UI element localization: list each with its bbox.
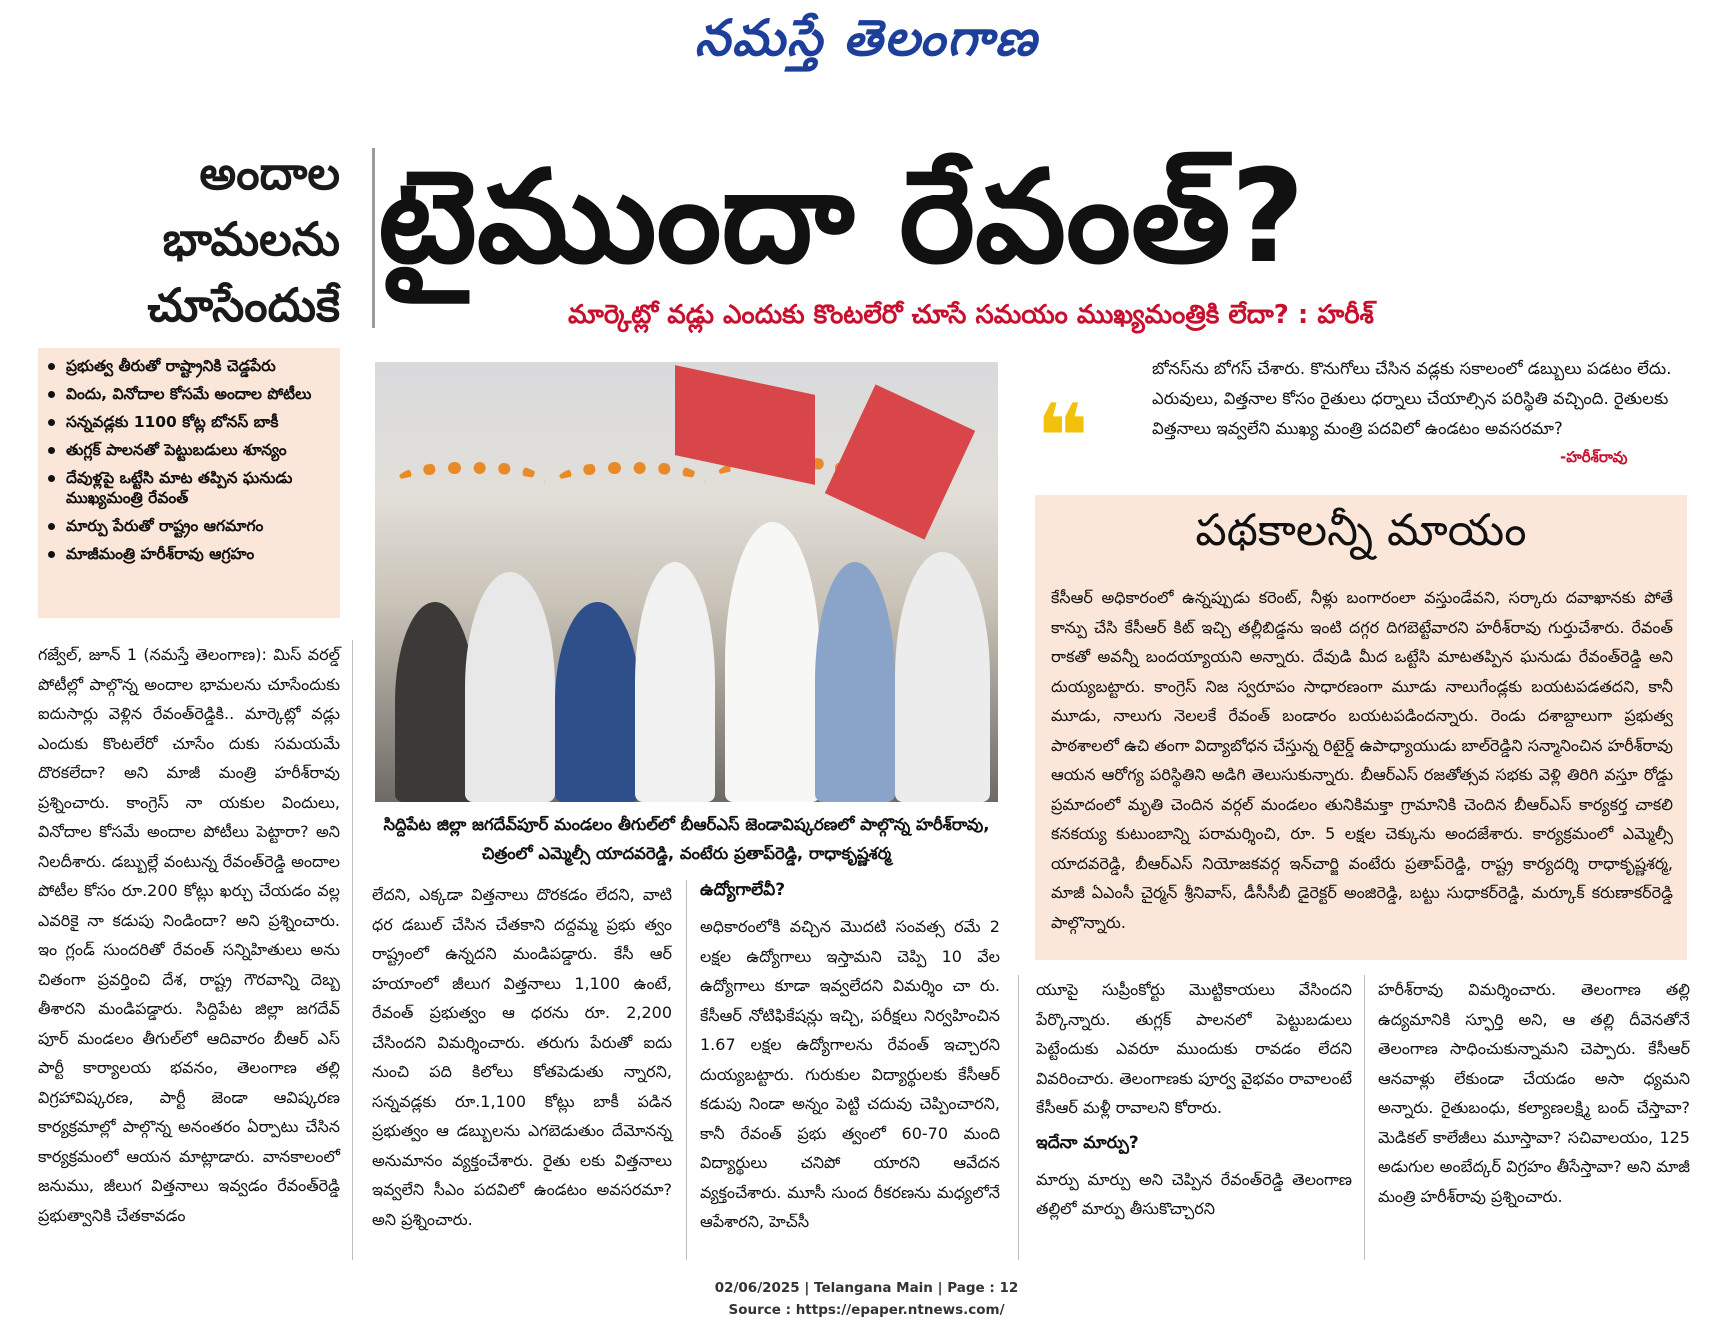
page-footer bbox=[0, 1277, 1733, 1321]
crowd-person bbox=[465, 572, 555, 802]
footer-date-page: 02/06/2025 | Telangana Main | Page : 12 bbox=[714, 1280, 1019, 1296]
column-rule bbox=[1364, 975, 1365, 1260]
article-column-3 bbox=[700, 880, 1000, 1237]
column-rule bbox=[352, 640, 353, 1260]
garland-decoration bbox=[555, 462, 705, 514]
highlight-text: సన్నవడ్లకు 1100 కోట్ల బోనస్ బాకీ bbox=[66, 413, 279, 431]
highlight-item bbox=[48, 544, 332, 564]
highlight-text: మాజీమంత్రి హరీశ్‌రావు ఆగ్రహం bbox=[66, 545, 255, 563]
highlight-item bbox=[48, 384, 332, 404]
party-flag bbox=[675, 365, 815, 485]
photo-caption: సిద్దిపేట జిల్లా జగదేవ్‌పూర్ మండలం తీగుల్‌లో బీఆర్ఎస్ జెండావిష్కరణలో పాల్గొన్న హరీశ్‌రావు, చిత్రంలో ఎమ్మెల్సీ యాదవరెడ్డి, వంటేరు ప్రతాప్‌రెడ్డి, రాధాకృష్ణశర్మ bbox=[383, 815, 990, 863]
subhead-change: ఇదేనా మార్పు? bbox=[1036, 1132, 1139, 1153]
kicker bbox=[40, 140, 340, 338]
highlight-text: విందు, వినోదాల కోసమే అందాల పోటీలు bbox=[66, 385, 312, 403]
deck-subheadline: మార్కెట్లో వడ్లు ఎందుకు కొంటలేరో చూసే సమయం ముఖ్యమంత్రికి లేదా? : హరీశ్ bbox=[568, 300, 1374, 330]
bullet-icon bbox=[48, 363, 55, 370]
article-column-5: హరీశ్‌రావు విమర్శించారు. తెలంగాణ తల్లి ఉద్యమానికి స్ఫూర్తి అని, ఆ తల్లి దీవెనతోనే తెలంగాణ సాధించుకున్నామని చెప్పారు. కేసీఆర్ ఆనవాళ్లు లేకుండా చేయడం అసా ధ్యమని అన్నారు. రైతుబంధు, కల్యాణలక్ష్మి బంద్ చేస్తావా? మెడికల్ కాలేజీలు మూస్తావా? సచివాలయం, 125 అడుగుల అంబేద్కర్ విగ్రహం తీసేస్తావా? అని మాజీ మంత్రి హరీశ్‌రావు ప్రశ్నించారు. bbox=[1378, 980, 1690, 1206]
highlight-item bbox=[48, 468, 332, 508]
highlight-text: దేవుళ్లపై ఒట్టేసి మాట తప్పిన ఘనుడు ముఖ్యమంత్రి రేవంత్ bbox=[66, 469, 293, 507]
crowd-person bbox=[555, 602, 640, 802]
bullet-icon bbox=[48, 419, 55, 426]
crowd-person bbox=[395, 602, 475, 802]
column-3-text: అధికారంలోకి వచ్చిన మొదటి సంవత్స రమే 2 లక్షల ఉద్యోగాలు ఇస్తామని చెప్పి 10 వేల ఉద్యోగాలు కూడా ఇవ్వలేదని విమర్శిం చా రు. కేసీఆర్ నోటిఫికేషన్లు ఇచ్చి, పరీక్షలు నిర్వహించిన 1.67 లక్షల ఉద్యోగాలను రేవంత్ ఇచ్చారని దుయ్యబట్టారు. గురుకుల విద్యార్థులకు కేసీఆర్ కడుపు నిండా అన్నం పెట్టి చదువు చెప్పించారని, కానీ రేవంత్ ప్రభు త్వంలో 60-70 మంది విద్యార్థులు చనిపో యారని ఆవేదన వ్యక్తంచేశారు. మూసీ సుంద రీకరణను మధ్యలోనే ఆపేశారని, హెచ్‌సీ bbox=[700, 917, 1000, 1231]
column-4-text: యూపై సుప్రీంకోర్టు మొట్టికాయలు వేసిందని పేర్కొన్నారు. తుగ్లక్ పాలనలో పెట్టుబడులు పెట్టేందుకు ఎవరూ ముందుకు రావడం లేదని వివరించారు. తెలంగాణకు పూర్వ వైభవం రావాలంటే కేసీఆర్ మళ్లీ రావాలని కోరారు. bbox=[1036, 980, 1352, 1117]
party-flag bbox=[825, 384, 975, 539]
highlight-text: తుగ్లక్ పాలనతో పెట్టుబడులు శూన్యం bbox=[66, 441, 287, 459]
highlights-box bbox=[38, 348, 340, 618]
bullet-icon bbox=[48, 551, 55, 558]
quote-icon: ❝ bbox=[1036, 385, 1089, 490]
bullet-icon bbox=[48, 475, 55, 482]
pull-quote: బోనస్‌ను బోగస్ చేశారు. కొనుగోలు చేసిన వడ్లకు సకాలంలో డబ్బులు పడటం లేదు. ఎరువులు, విత్తనాల కోసం రైతులు ధర్నాలు చేయాల్సిన పరిస్థితి వచ్చింది. రైతులకు విత్తనాలు ఇవ్వలేని ముఖ్య మంత్రి పదవిలో ఉండటం అవసరమా? bbox=[1152, 359, 1672, 438]
column-rule bbox=[1018, 975, 1019, 1260]
kicker-divider bbox=[352, 148, 375, 328]
column-rule bbox=[686, 880, 687, 1260]
highlight-item bbox=[48, 516, 332, 536]
article-column-2: లేదని, ఎక్కడా విత్తనాలు దొరకడం లేదని, వాటి ధర డబుల్ చేసిన చేతకాని దద్దమ్మ ప్రభు త్వం రాష్ట్రంలో ఉన్నదని మండిపడ్డారు. కేసీ ఆర్ హయాంలో జీలుగ విత్తనాలు 1,100 ఉంటే, రేవంత్ ప్రభుత్వం ఆ ధరను రూ. 2,200 చేసిందని విమర్శించారు. తరుగు పేరుతో ఐదు నుంచి పది కిలోలు కోతపెడుతు న్నారని, సన్నవడ్లకు రూ.1,100 కోట్లు బాకీ పడిన ప్రభుత్వం ఆ డబ్బులను ఎగబెడుతుం దేమోనన్న అనుమానం వ్యక్తంచేశారు. రైతు లకు విత్తనాలు ఇవ్వలేని సీఎం పదవిలో ఉండటం అవసరమా? అని ప్రశ్నించారు. bbox=[372, 885, 672, 1229]
bullet-icon bbox=[48, 523, 55, 530]
kicker-line: భామలను bbox=[162, 212, 340, 266]
crowd-person bbox=[815, 562, 895, 802]
bullet-icon bbox=[48, 391, 55, 398]
masthead-logo: నమస్తే తెలంగాణ bbox=[694, 8, 1039, 67]
schemes-title: పథకాలన్నీ మాయం bbox=[1195, 505, 1527, 556]
crowd-person bbox=[895, 552, 990, 802]
column-4b-text: మార్పు మార్పు అని చెప్పిన రేవంత్‌రెడ్డి తెలంగాణ తల్లిలో మార్పు తీసుకొచ్చారని bbox=[1036, 1169, 1352, 1218]
highlight-text: ప్రభుత్వ తీరుతో రాష్ట్రానికి చెడ్డపేరు bbox=[66, 357, 276, 375]
highlight-text: మార్పు పేరుతో రాష్ట్రం ఆగమాగం bbox=[66, 517, 264, 535]
kicker-line: చూసేందుకే bbox=[147, 278, 340, 332]
quote-attribution: -హరీశ్‌రావు bbox=[1560, 448, 1628, 466]
highlight-item bbox=[48, 356, 332, 376]
schemes-box bbox=[1035, 495, 1687, 960]
subhead-jobs: ఉద్యోగాలేవీ? bbox=[700, 880, 786, 900]
schemes-body: కేసీఆర్ అధికారంలో ఉన్నప్పుడు కరెంట్, నీళ్లు బంగారంలా వస్తుండేవని, సర్కారు దవాఖానకు పోతే కాన్పు చేసి కేసీఆర్ కిట్ ఇచ్చి తల్లీబిడ్డను ఇంటి దగ్గర దిగబెట్టేవారని హరీశ్‌రావు గుర్తుచేశారు. రేవంత్ రాకతో అవన్నీ బందయ్యాయని అన్నారు. దేవుడి మీద ఒట్టేసి మాటతప్పిన ఘనుడు రేవంత్‌రెడ్డి అని దుయ్యబట్టారు. కాంగ్రెస్ నిజ స్వరూపం సాధారణంగా మూడు నాలుగేండ్లకు బయటపడతదని, కానీ మూడు, నాలుగు నెలలకే రేవంత్ బండారం బయటపడిందన్నారు. రెండు దశాబ్దాలుగా ప్రభుత్వ పాఠశాలలో ఉచి తంగా విద్యాబోధన చేస్తున్న రిటైర్డ్ ఉపాధ్యాయుడు బాల్‌రెడ్డిని సన్మానించిన హరీశ్‌రావు ఆయన ఆరోగ్య పరిస్థితిని అడిగి తెలుసుకున్నారు. బీఆర్ఎస్ రజతోత్సవ సభకు వెళ్లి తిరిగి వస్తూ రోడ్డు ప్రమాదంలో మృతి చెందిన వర్గల్ మండలం తునికిమక్తా గ్రామానికి చెందిన బీఆర్ఎస్ కార్యకర్త చాకలి కనకయ్య కుటుంబాన్ని పరామర్శించి, రూ. 5 లక్షల చెక్కును అందజేశారు. కార్యక్రమంలో ఎమ్మెల్సీ యాదవరెడ్డి, బీఆర్ఎస్ నియోజకవర్గ ఇన్‌చార్జి వంటేరు ప్రతాప్‌రెడ్డి, రాష్ట్ర కార్యదర్శి రాధాకృష్ణశర్మ, మాజీ ఏఎంసీ చైర్మన్ శ్రీనివాస్, డీసీసీబీ డైరెక్టర్ అంజిరెడ్డి, బట్టు సుధాకర్‌రెడ్డి, మర్కూక్ కరుణాకర్‌రెడ్డి పాల్గొన్నారు. bbox=[1051, 588, 1673, 932]
crowd-person bbox=[725, 522, 820, 802]
kicker-line: అందాల bbox=[199, 146, 340, 200]
article-column-1: గజ్వేల్, జూన్ 1 (నమస్తే తెలంగాణ): మిస్ వరల్డ్ పోటీల్లో పాల్గొన్న అందాల భామలను చూసేందుకు ఐదుసార్లు వెళ్లిన రేవంత్‌రెడ్డికి.. మార్కెట్లో వడ్లు ఎందుకు కొంటలేరో చూసేం దుకు సమయమే దొరకలేదా? అని మాజీ మంత్రి హరీశ్‌రావు ప్రశ్నించారు. కాంగ్రెస్ నా యకుల విందులు, వినోదాల కోసమే అందాల పోటీలు పెట్టారా? అని నిలదీశారు. డబ్బుల్లే వంటున్న రేవంత్‌రెడ్డి అందాల పోటీల కోసం రూ.200 కోట్లు ఖర్చు చేయడం వల్ల ఎవరికై నా కడుపు నిండిందా? అని ప్రశ్నించారు. ఇం గ్లండ్ సుందరితో రేవంత్ సన్నిహితులు అను చితంగా ప్రవర్తించి దేశ, రాష్ట్ర గౌరవాన్ని దెబ్బ తీశారని మండిపడ్డారు. సిద్దిపేట జిల్లా జగదేవ్ పూర్ మండలం తీగుల్‌లో ఆదివారం బీఆర్ ఎస్ పార్టీ కార్యాలయ భవనం, తెలంగాణ తల్లి విగ్రహావిష్కరణ, పార్టీ జెండా ఆవిష్కరణ కార్యక్రమాల్లో పాల్గొన్న అనంతరం ఏర్పాటు చేసిన కార్యక్రమంలో ఆయన మాట్లాడారు. వానకాలంలో జనుము, జీలుగ విత్తనాలు ఇవ్వడం రేవంత్‌రెడ్డి ప్రభుత్వానికి చేతకావడం bbox=[38, 645, 340, 1225]
highlight-item bbox=[48, 440, 332, 460]
crowd-person bbox=[635, 562, 715, 802]
footer-source: Source : https://epaper.ntnews.com/ bbox=[728, 1302, 1005, 1318]
bullet-icon bbox=[48, 447, 55, 454]
garland-decoration bbox=[395, 462, 545, 514]
news-photo bbox=[375, 362, 998, 802]
article-column-4 bbox=[1036, 975, 1352, 1224]
headline: టైముందా రేవంత్? bbox=[378, 143, 1305, 292]
highlight-item bbox=[48, 412, 332, 432]
